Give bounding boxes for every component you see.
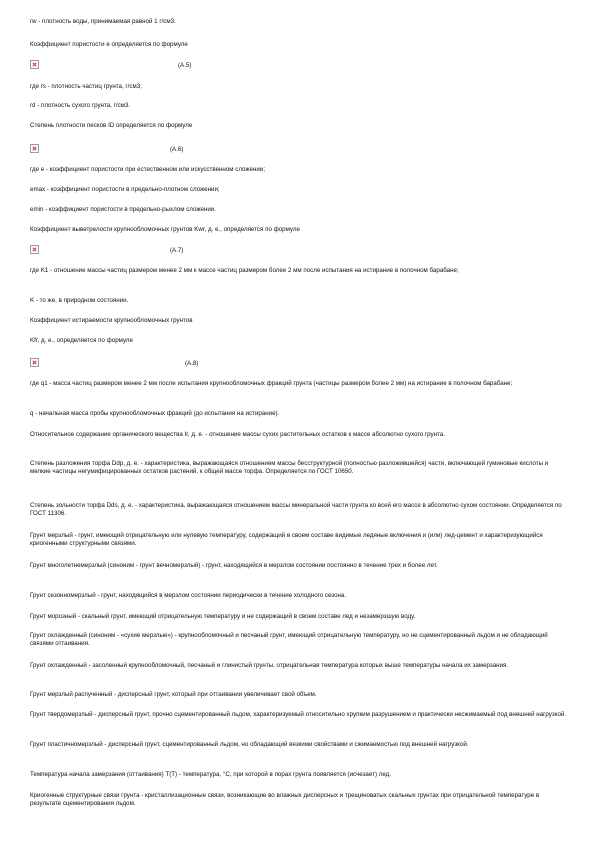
paragraph-abrasion-intro: Kfr, д. е., определяется по формуле <box>30 337 133 344</box>
broken-image-icon <box>30 60 39 69</box>
paragraph-cryogenic-bonds: Криогенные структурные связи грунта - кристаллизационные связи, возникающие во влажных дисперсных и трещиноватых скальных грунтах при отрицательной температуре в результате сцементирования льдом. <box>30 792 540 808</box>
paragraph-permafrost: Грунт многолетнемерзлый (синоним - грунт вечномерзлый) - грунт, находящийся в мерзлом состоянии постоянно в течение трех и более лет. <box>30 562 438 569</box>
paragraph-emin-definition: emin - коэффициент пористости в предельно-рыхлом сложении. <box>30 206 216 213</box>
formula-number: (А.8) <box>185 360 199 367</box>
paragraph-frozen-soil: Грунт мерзлый - грунт, имеющий отрицательную или нулевую температуру, содержащий в своем составе видимые ледяные включения и (или) лед-цемент и характеризующийся криогенными структурными связями. <box>30 532 543 548</box>
paragraph-abrasion-heading: Коэффициент истираемости крупнообломочных грунтов <box>30 317 193 324</box>
paragraph-seasonal-frozen: Грунт сезонномерзлый - грунт, находящийся в мерзлом состоянии периодически в течение холодного сезона. <box>30 592 347 599</box>
broken-image-icon <box>30 144 39 153</box>
paragraph-cooled-saline: Грунт охлажденный - засоленный крупнообломочный, песчаный и глинистый грунты, отрицательная температура которых выше температуры начала их замерзания. <box>30 662 509 669</box>
formula-a7 <box>30 245 570 259</box>
paragraph-q1-definition: где q1 - масса частиц размером менее 2 мм после испытания крупнообломочных фракций грунта (частицы размером более 2 мм) на истирание в полочном барабане; <box>30 380 513 387</box>
paragraph-k-definition: K - то же, в природном состоянии. <box>30 297 129 304</box>
paragraph-e-definition: где e - коэффициент пористости при естественном или искусственном сложении; <box>30 166 266 173</box>
paragraph-hard-frozen: Грунт твердомерзлый - дисперсный грунт, прочно сцементированный льдом, характеризуемый относительно хрупким разрушением и практически несжимаемый под внешней нагрузкой. <box>30 711 567 718</box>
formula-a5 <box>30 60 570 74</box>
paragraph-k1-definition: где K1 - отношение массы частиц размером менее 2 мм к массе частиц размером более 2 мм после испытания на истирание в полочном барабане; <box>30 267 459 274</box>
formula-a8 <box>30 358 570 372</box>
paragraph-particle-density: где rs - плотность частиц грунта, г/см3; <box>30 83 142 90</box>
paragraph-porosity-intro: Коэффициент пористости e определяется по формуле <box>30 41 188 48</box>
paragraph-density-degree-intro: Степень плотности песков ID определяется по формуле <box>30 122 193 129</box>
formula-number: (А.7) <box>170 247 184 254</box>
formula-a6 <box>30 144 570 158</box>
broken-image-icon <box>30 358 39 367</box>
paragraph-peat-ash: Степень зольности торфа Dds, д. е. - характеристика, выражающаяся отношением массы минеральной части грунта ко всей его массе в абсолютно сухом состоянии. Определяется по ГОСТ 11306. <box>30 502 562 518</box>
paragraph-organic-content: Относительное содержание органического вещества Ir, д. е. - отношение массы сухих растительных остатков к массе абсолютно сухого грунта. <box>30 431 445 438</box>
paragraph-water-density: rw - плотность воды, принимаемая равной 1 г/см3. <box>30 18 176 25</box>
paragraph-weathering-intro: Коэффициент выветрелости крупнообломочных грунтов Kwr, д. е., определяется по формуле <box>30 226 300 233</box>
paragraph-swelling-frozen: Грунт мерзлый распученный - дисперсный грунт, который при оттаивании увеличивает свой объем. <box>30 691 317 698</box>
paragraph-freezing-temperature: Температура начала замерзания (оттаивания) T(Т) - температура, °С, при которой в порах грунта появляется (исчезает) лед. <box>30 771 391 778</box>
paragraph-emax-definition: emax - коэффициент пористости в предельно-плотном сложении; <box>30 186 220 193</box>
paragraph-dry-density: rd - плотность сухого грунта, г/см3. <box>30 102 131 109</box>
paragraph-cooled-soil: Грунт охлажденный (синоним - «сухие мерзлые») - крупнообломочный и песчаный грунт, имеющий отрицательную температуру, но не сцементированный льдом и не обладающий связями оттаивания. <box>30 632 548 648</box>
paragraph-q-definition: q - начальная масса пробы крупнообломочных фракций (до испытания на истирание). <box>30 410 280 417</box>
paragraph-frosty-soil: Грунт морозный - скальный грунт, имеющий отрицательную температуру и не содержащий в своем составе лед и незамерзшую воду. <box>30 613 416 620</box>
formula-number: (А.5) <box>178 62 192 69</box>
paragraph-peat-decomposition: Степень разложения торфа Ddp, д. е. - характеристика, выражающаяся отношением массы бесструктурной (полностью разложившейся) части, включающей гуминовые кислоты и мелкие частицы негумифицированных остатков растений, к общей массе торфа. Определяется по ГОСТ 10650. <box>30 460 549 476</box>
formula-number: (А.6) <box>170 146 184 153</box>
paragraph-plastic-frozen: Грунт пластичномерзлый - дисперсный грунт, сцементированный льдом, но обладающий вязкими свойствами и сжимаемостью под внешней нагрузкой. <box>30 741 469 748</box>
broken-image-icon <box>30 245 39 254</box>
